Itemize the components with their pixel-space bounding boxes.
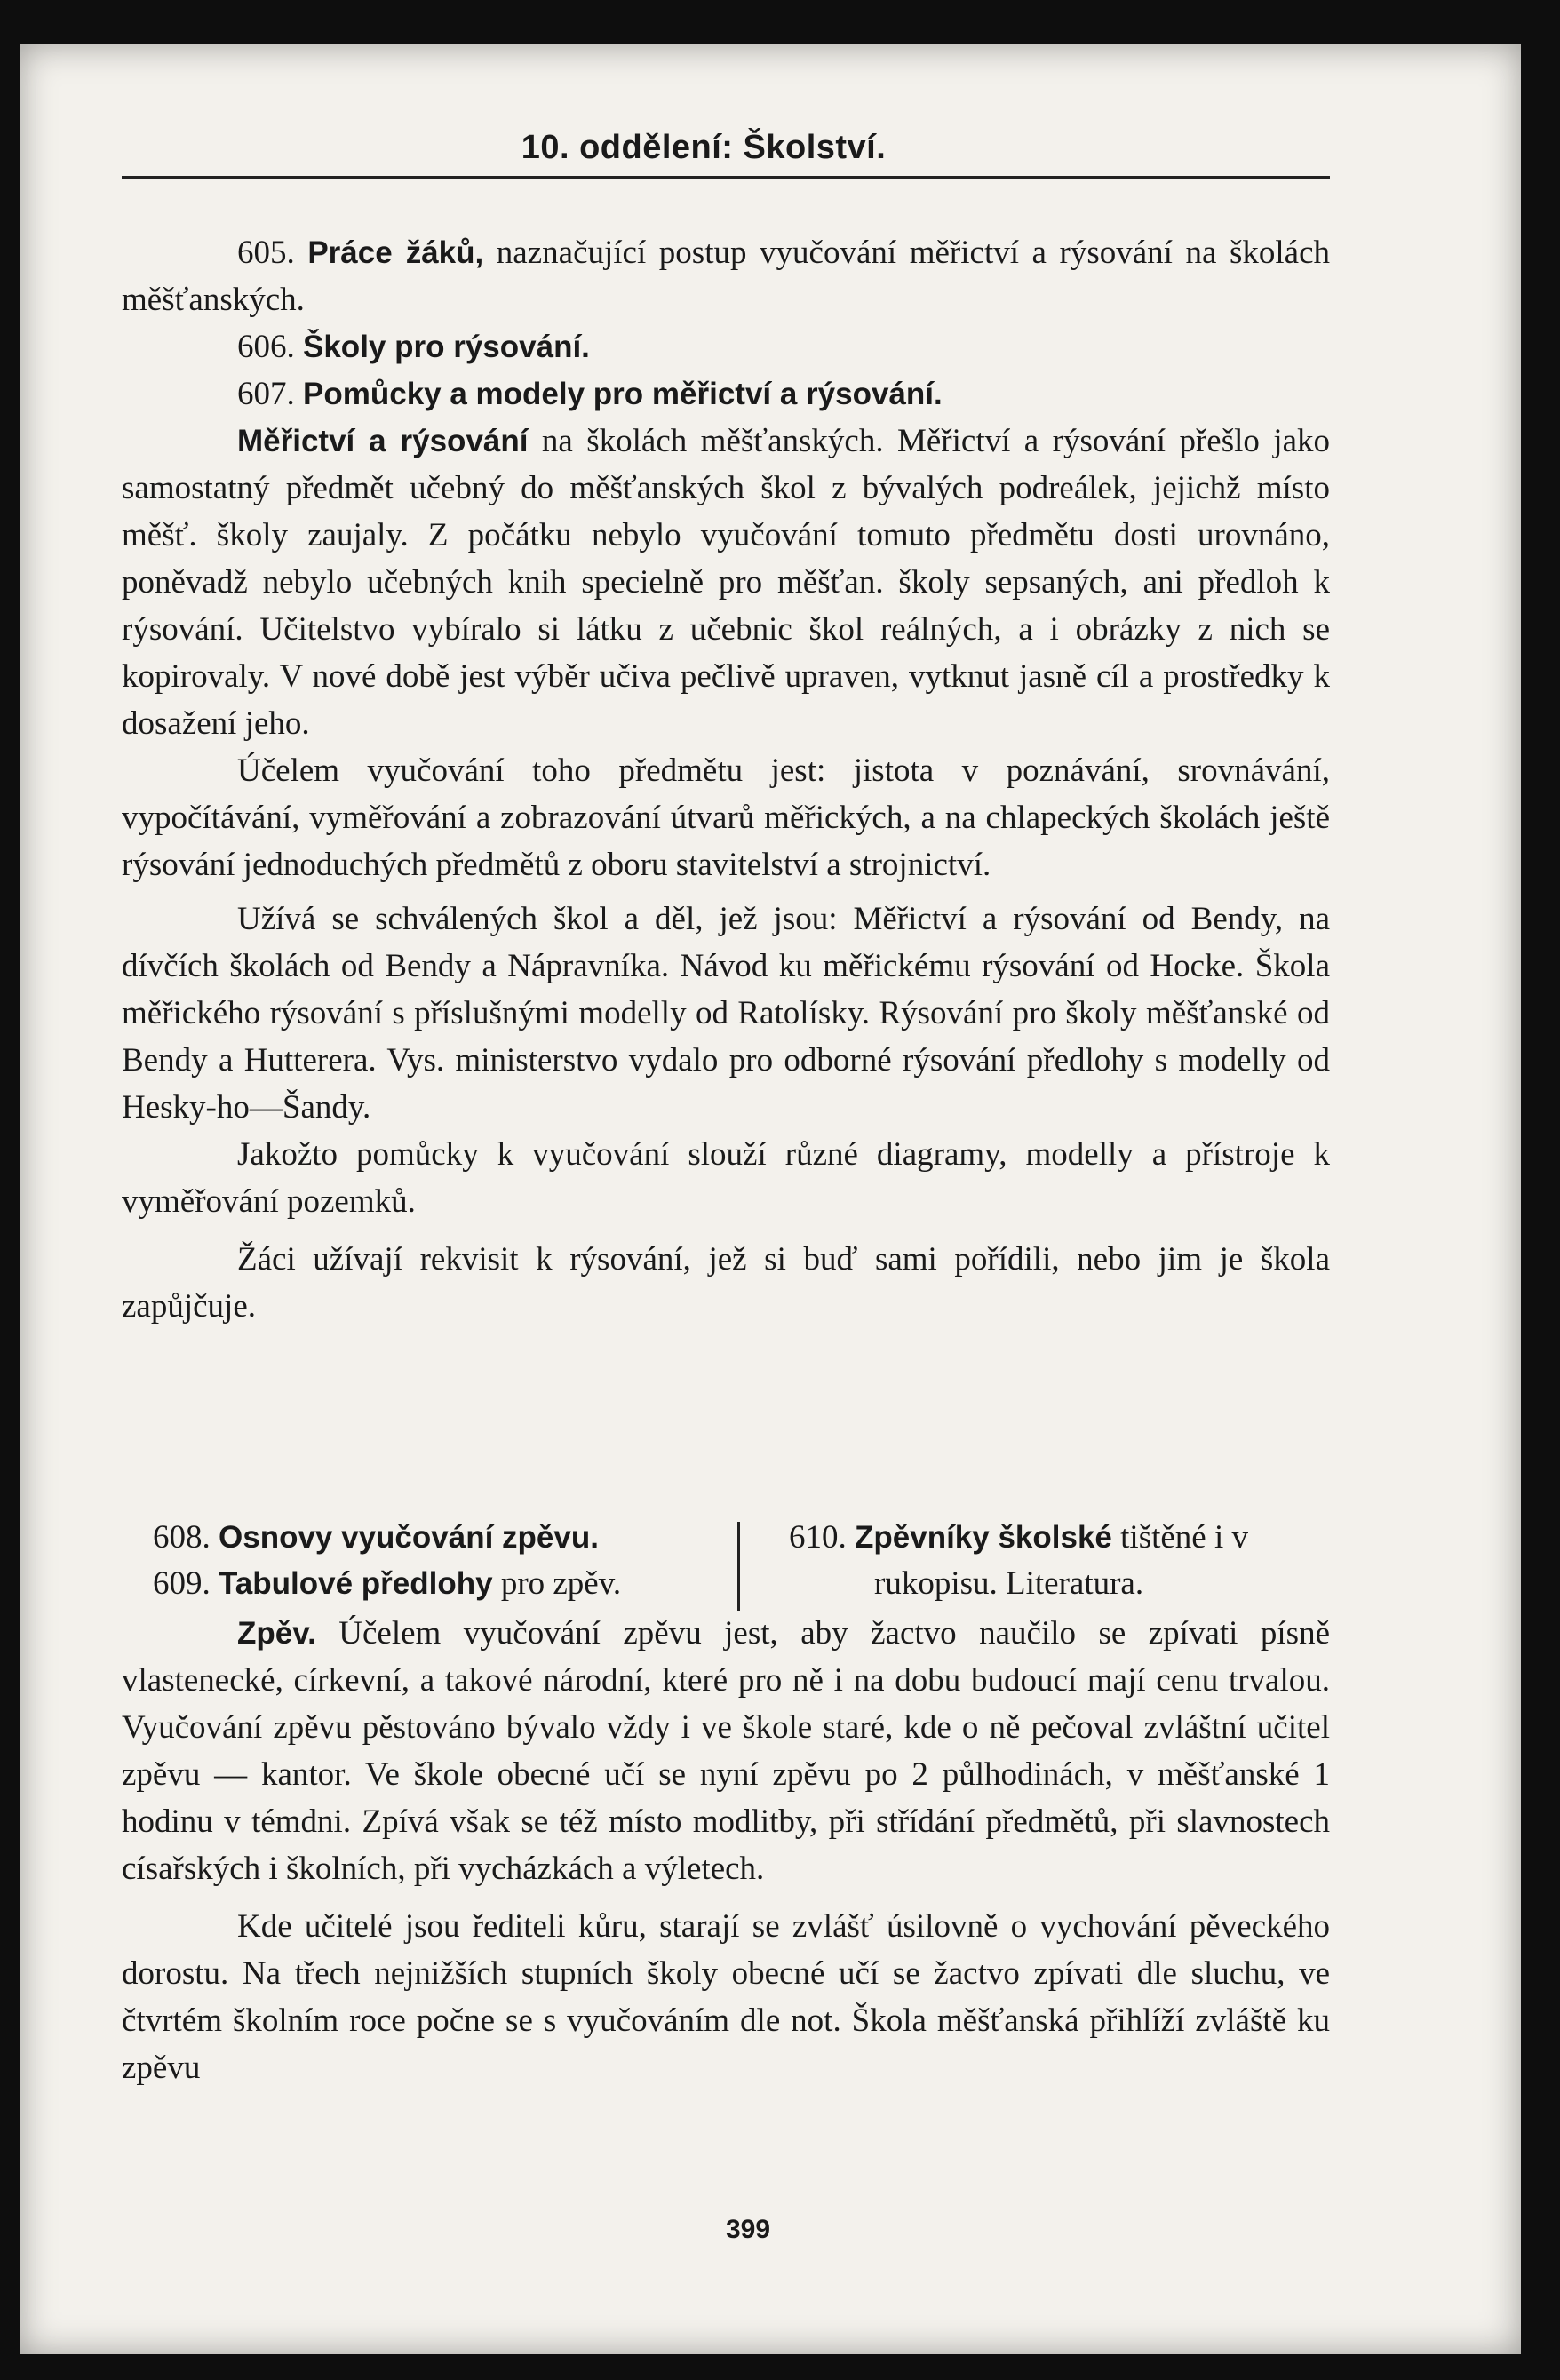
body-text-1 (122, 418, 1330, 1330)
item-605 (122, 229, 1330, 323)
paragraph-lead: Zpěv. (237, 1616, 316, 1651)
item-number: 606. (237, 329, 295, 365)
page-number: 399 (725, 2215, 771, 2244)
body-text-2 (122, 1610, 1330, 2091)
section-605-607 (122, 229, 1330, 418)
item-number: 607. (237, 376, 295, 412)
item-text-continued: rukopisu. Literatura. (874, 1565, 1144, 1602)
item-heading: Osnovy vyučování zpěvu. (219, 1520, 599, 1555)
item-heading: Tabulové předlohy (219, 1566, 493, 1601)
paragraph-aids: Jakožto pomůcky k vyučování slouží různé diagramy, modelly a přístroje k vyměřování pozemků. (122, 1136, 1330, 1220)
paragraph-measuring (122, 418, 1330, 747)
item-number: 610. (789, 1519, 847, 1556)
running-header: 10. oddělení: Školství. (521, 129, 887, 166)
paragraph-choir: Kde učitelé jsou řediteli kůru, starají se zvlášť úsilovně o vychování pěveckého dorostu. Na třech nejnižších stupních školy obecné učí se žactvo zpívati dle sluchu, ve čtvrtém školním roce počne se s vyučováním dle not. Škola měšťanská přihlíží zvláště ku zpěvu (122, 1908, 1330, 2086)
item-610 (789, 1515, 1331, 1561)
paragraph-lead: Měřictví a rýsování (237, 424, 529, 458)
item-number: 605. (237, 235, 295, 271)
item-text: pro zpěv. (492, 1565, 622, 1602)
scanned-page (20, 44, 1521, 2354)
item-number: 608. (153, 1519, 211, 1556)
paragraph-text: na školách měšťanských. Měřictví a rýsování přešlo jako samostatný předmět učebný do měšťanských škol z bývalých podreálek, jejichž místo měšť. školy zaujaly. Z počátku nebylo vyučování tomuto předmětu dosti urovnáno, poněvadž nebylo učebných knih specielně pro měšťan. školy sepsaných, ani předloh k rýsování. Učitelstvo vybíralo si látku z učebnic škol reálných, a i obrázky z nich se kopirovaly. V nové době jest výběr učiva pečlivě upraven, vytknut jasně cíl a prostředky k dosažení jeho. (122, 423, 1330, 742)
column-divider (737, 1522, 740, 1611)
item-608 (153, 1515, 721, 1561)
item-heading: Práce žáků, (307, 235, 484, 270)
paragraph-purpose: Účelem vyučování toho předmětu jest: jistota v poznávání, srovnávání, vypočítávání, vyměřování a zobrazování útvarů měřických, a na chlapeckých školách ještě rýsování jednoduchých předmětů z oboru stavitelství a strojnictví. (122, 752, 1330, 883)
item-heading: Školy pro rýsování. (303, 330, 590, 364)
paragraph-text: Účelem vyučování zpěvu jest, aby žactvo naučilo se zpívati písně vlastenecké, církevní, a takové národní, které pro ně i na dobu budoucí mají cenu trvalou. Vyučování zpěvu pěstováno bývalo vždy i ve škole staré, kde o ně pečoval zvláštní učitel zpěvu — kantor. Ve škole obecné učí se nyní zpěvu po 2 půlhodinách, v měšťanské 1 hodinu v témdni. Zpívá však se též místo modlitby, při střídání předmětů, při slavnostech císařských i školních, při vycházkách a výletech. (122, 1615, 1330, 1887)
item-number: 609. (153, 1565, 211, 1602)
paragraph-singing (122, 1610, 1330, 1892)
item-606 (122, 323, 1330, 370)
item-heading: Zpěvníky školské (855, 1520, 1112, 1555)
item-text: naznačující postup vyučování měřictví a rýsování na školách měšťanských. (122, 235, 1331, 318)
paragraph-requisites: Žáci užívají rekvisit k rýsování, jež si buď sami pořídili, nebo jim je škola zapůjčuje. (122, 1241, 1330, 1325)
item-text: tištěné i v (1111, 1519, 1249, 1556)
item-609 (153, 1561, 721, 1607)
header-rule (122, 176, 1330, 179)
item-heading: Pomůcky a modely pro měřictví a rýsování. (303, 377, 943, 411)
right-column (789, 1515, 1331, 1607)
item-607 (122, 370, 1330, 418)
paragraph-textbooks: Užívá se schválených škol a děl, jež jsou: Měřictví a rýsování od Bendy, na dívčích školách od Bendy a Nápravníka. Návod ku měřickému rýsování od Hocke. Škola měřického rýsování s příslušnými modelly od Ratolísky. Rýsování pro školy měšťanské od Bendy a Hutterera. Vys. ministerstvo vydalo pro odborné rýsování předlohy s modelly od Hesky-ho—Šandy. (122, 901, 1330, 1126)
left-column (153, 1515, 721, 1607)
